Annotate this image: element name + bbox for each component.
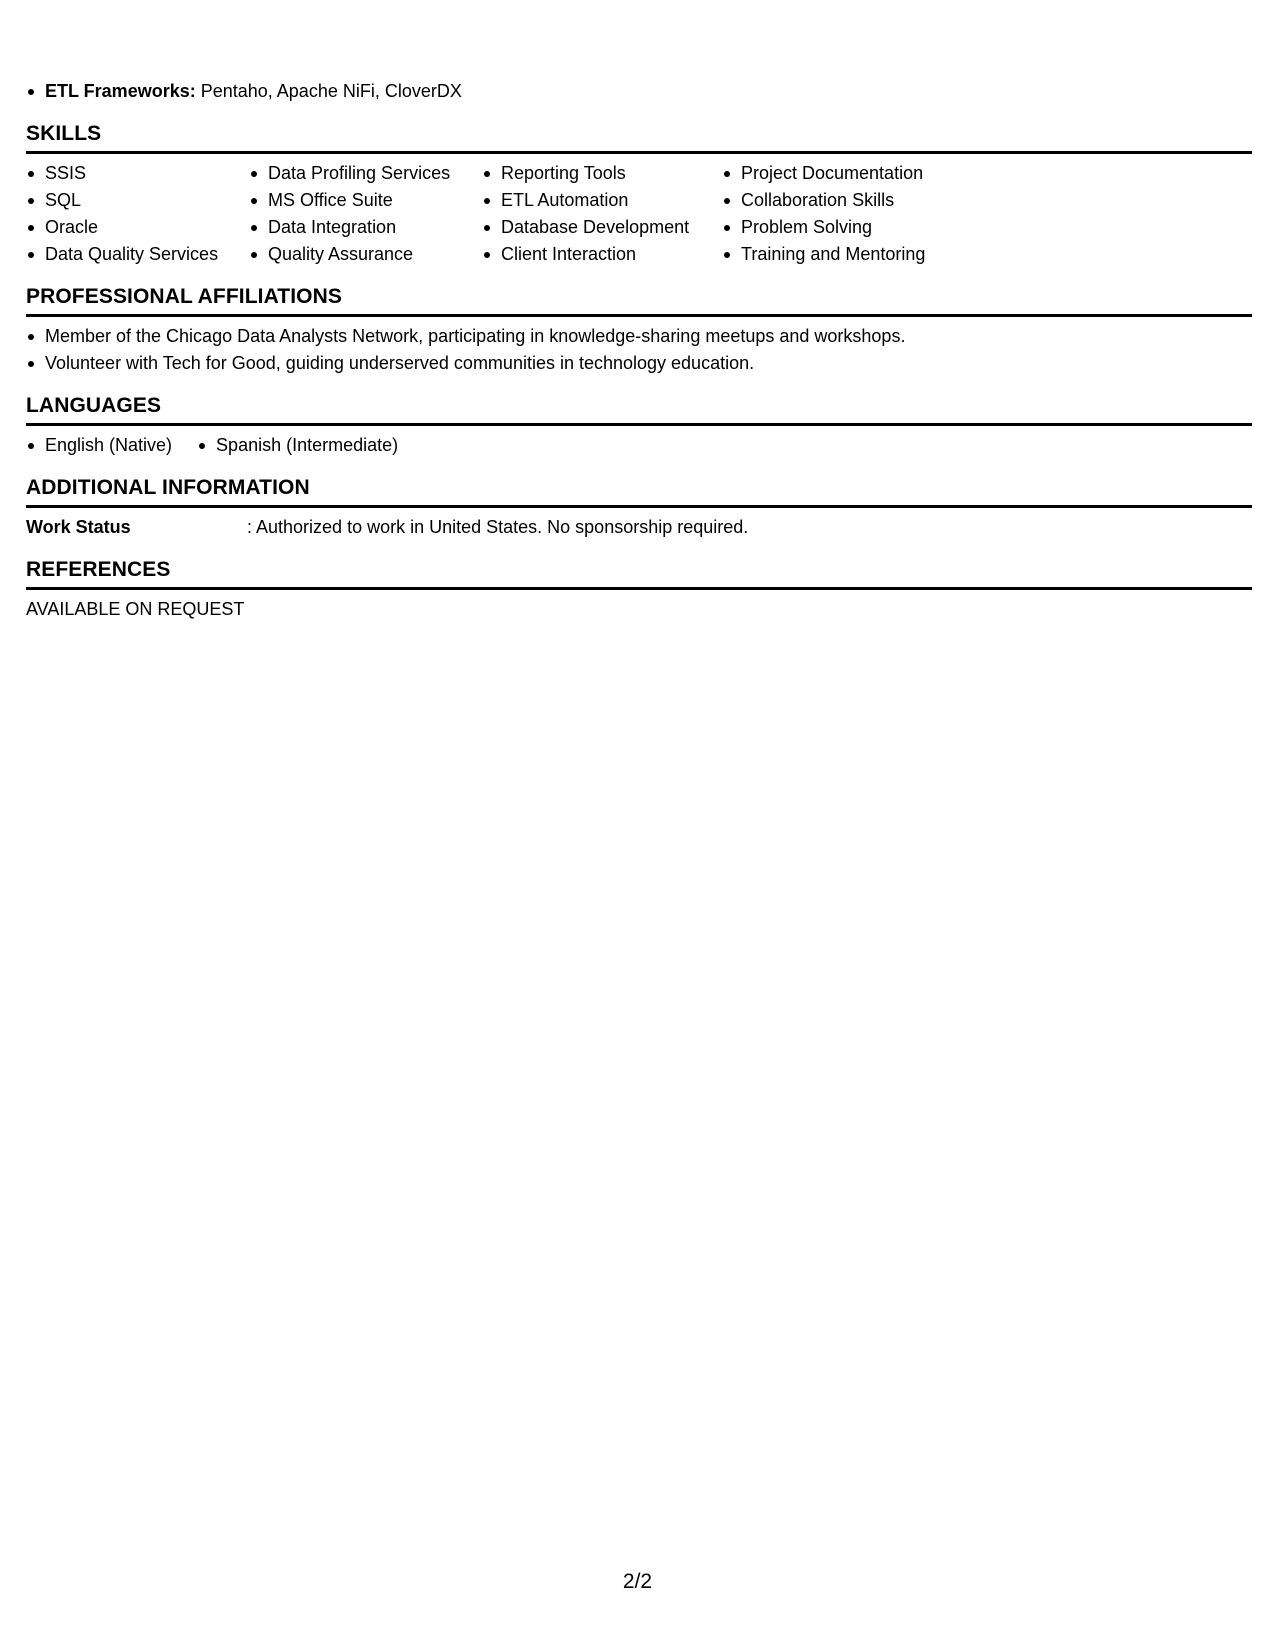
- skill-item: Oracle: [26, 214, 249, 241]
- skill-item: Project Documentation: [722, 160, 982, 187]
- work-status-label: Work Status: [26, 517, 131, 537]
- skill-item: Reporting Tools: [482, 160, 722, 187]
- skills-column-3: [482, 160, 722, 268]
- affiliation-item: Member of the Chicago Data Analysts Network, participating in knowledge-sharing meetups and workshops.: [26, 323, 1252, 350]
- additional-info-heading: ADDITIONAL INFORMATION: [26, 475, 1252, 508]
- affiliations-heading: PROFESSIONAL AFFILIATIONS: [26, 284, 1252, 317]
- skill-item: Data Profiling Services: [249, 160, 482, 187]
- work-status-value: : Authorized to work in United States. No sponsorship required.: [247, 517, 749, 537]
- references-section: [26, 557, 1252, 623]
- skills-heading: SKILLS: [26, 121, 1252, 154]
- skill-item: Data Integration: [249, 214, 482, 241]
- skill-item: Problem Solving: [722, 214, 982, 241]
- resume-page: [26, 78, 1252, 623]
- etl-frameworks-item: [26, 78, 1252, 105]
- language-item: English (Native): [26, 432, 172, 459]
- affiliations-section: [26, 284, 1252, 377]
- skills-column-4: [722, 160, 982, 268]
- skill-item: Collaboration Skills: [722, 187, 982, 214]
- skill-item: SQL: [26, 187, 249, 214]
- page-number: 2/2: [622, 1570, 653, 1593]
- additional-info-section: [26, 475, 1252, 541]
- languages-list: [26, 432, 1252, 459]
- skills-section: [26, 121, 1252, 268]
- skills-column-1: [26, 160, 249, 268]
- skill-item: ETL Automation: [482, 187, 722, 214]
- skill-item: MS Office Suite: [249, 187, 482, 214]
- technical-skills-list: [26, 78, 1252, 105]
- skill-item: Quality Assurance: [249, 241, 482, 268]
- affiliation-item: Volunteer with Tech for Good, guiding underserved communities in technology education.: [26, 350, 1252, 377]
- skill-item: Training and Mentoring: [722, 241, 982, 268]
- language-item: Spanish (Intermediate): [197, 432, 398, 459]
- references-heading: REFERENCES: [26, 557, 1252, 590]
- skills-grid: [26, 160, 1252, 268]
- references-text: AVAILABLE ON REQUEST: [26, 599, 245, 619]
- etl-frameworks-label: ETL Frameworks:: [45, 81, 196, 101]
- skill-item: SSIS: [26, 160, 249, 187]
- affiliations-list: [26, 323, 1252, 377]
- etl-frameworks-value: Pentaho, Apache NiFi, CloverDX: [195, 81, 462, 101]
- languages-heading: LANGUAGES: [26, 393, 1252, 426]
- skill-item: Database Development: [482, 214, 722, 241]
- languages-section: [26, 393, 1252, 459]
- work-status-row: [26, 514, 1252, 541]
- skills-column-2: [249, 160, 482, 268]
- skill-item: Client Interaction: [482, 241, 722, 268]
- skill-item: Data Quality Services: [26, 241, 249, 268]
